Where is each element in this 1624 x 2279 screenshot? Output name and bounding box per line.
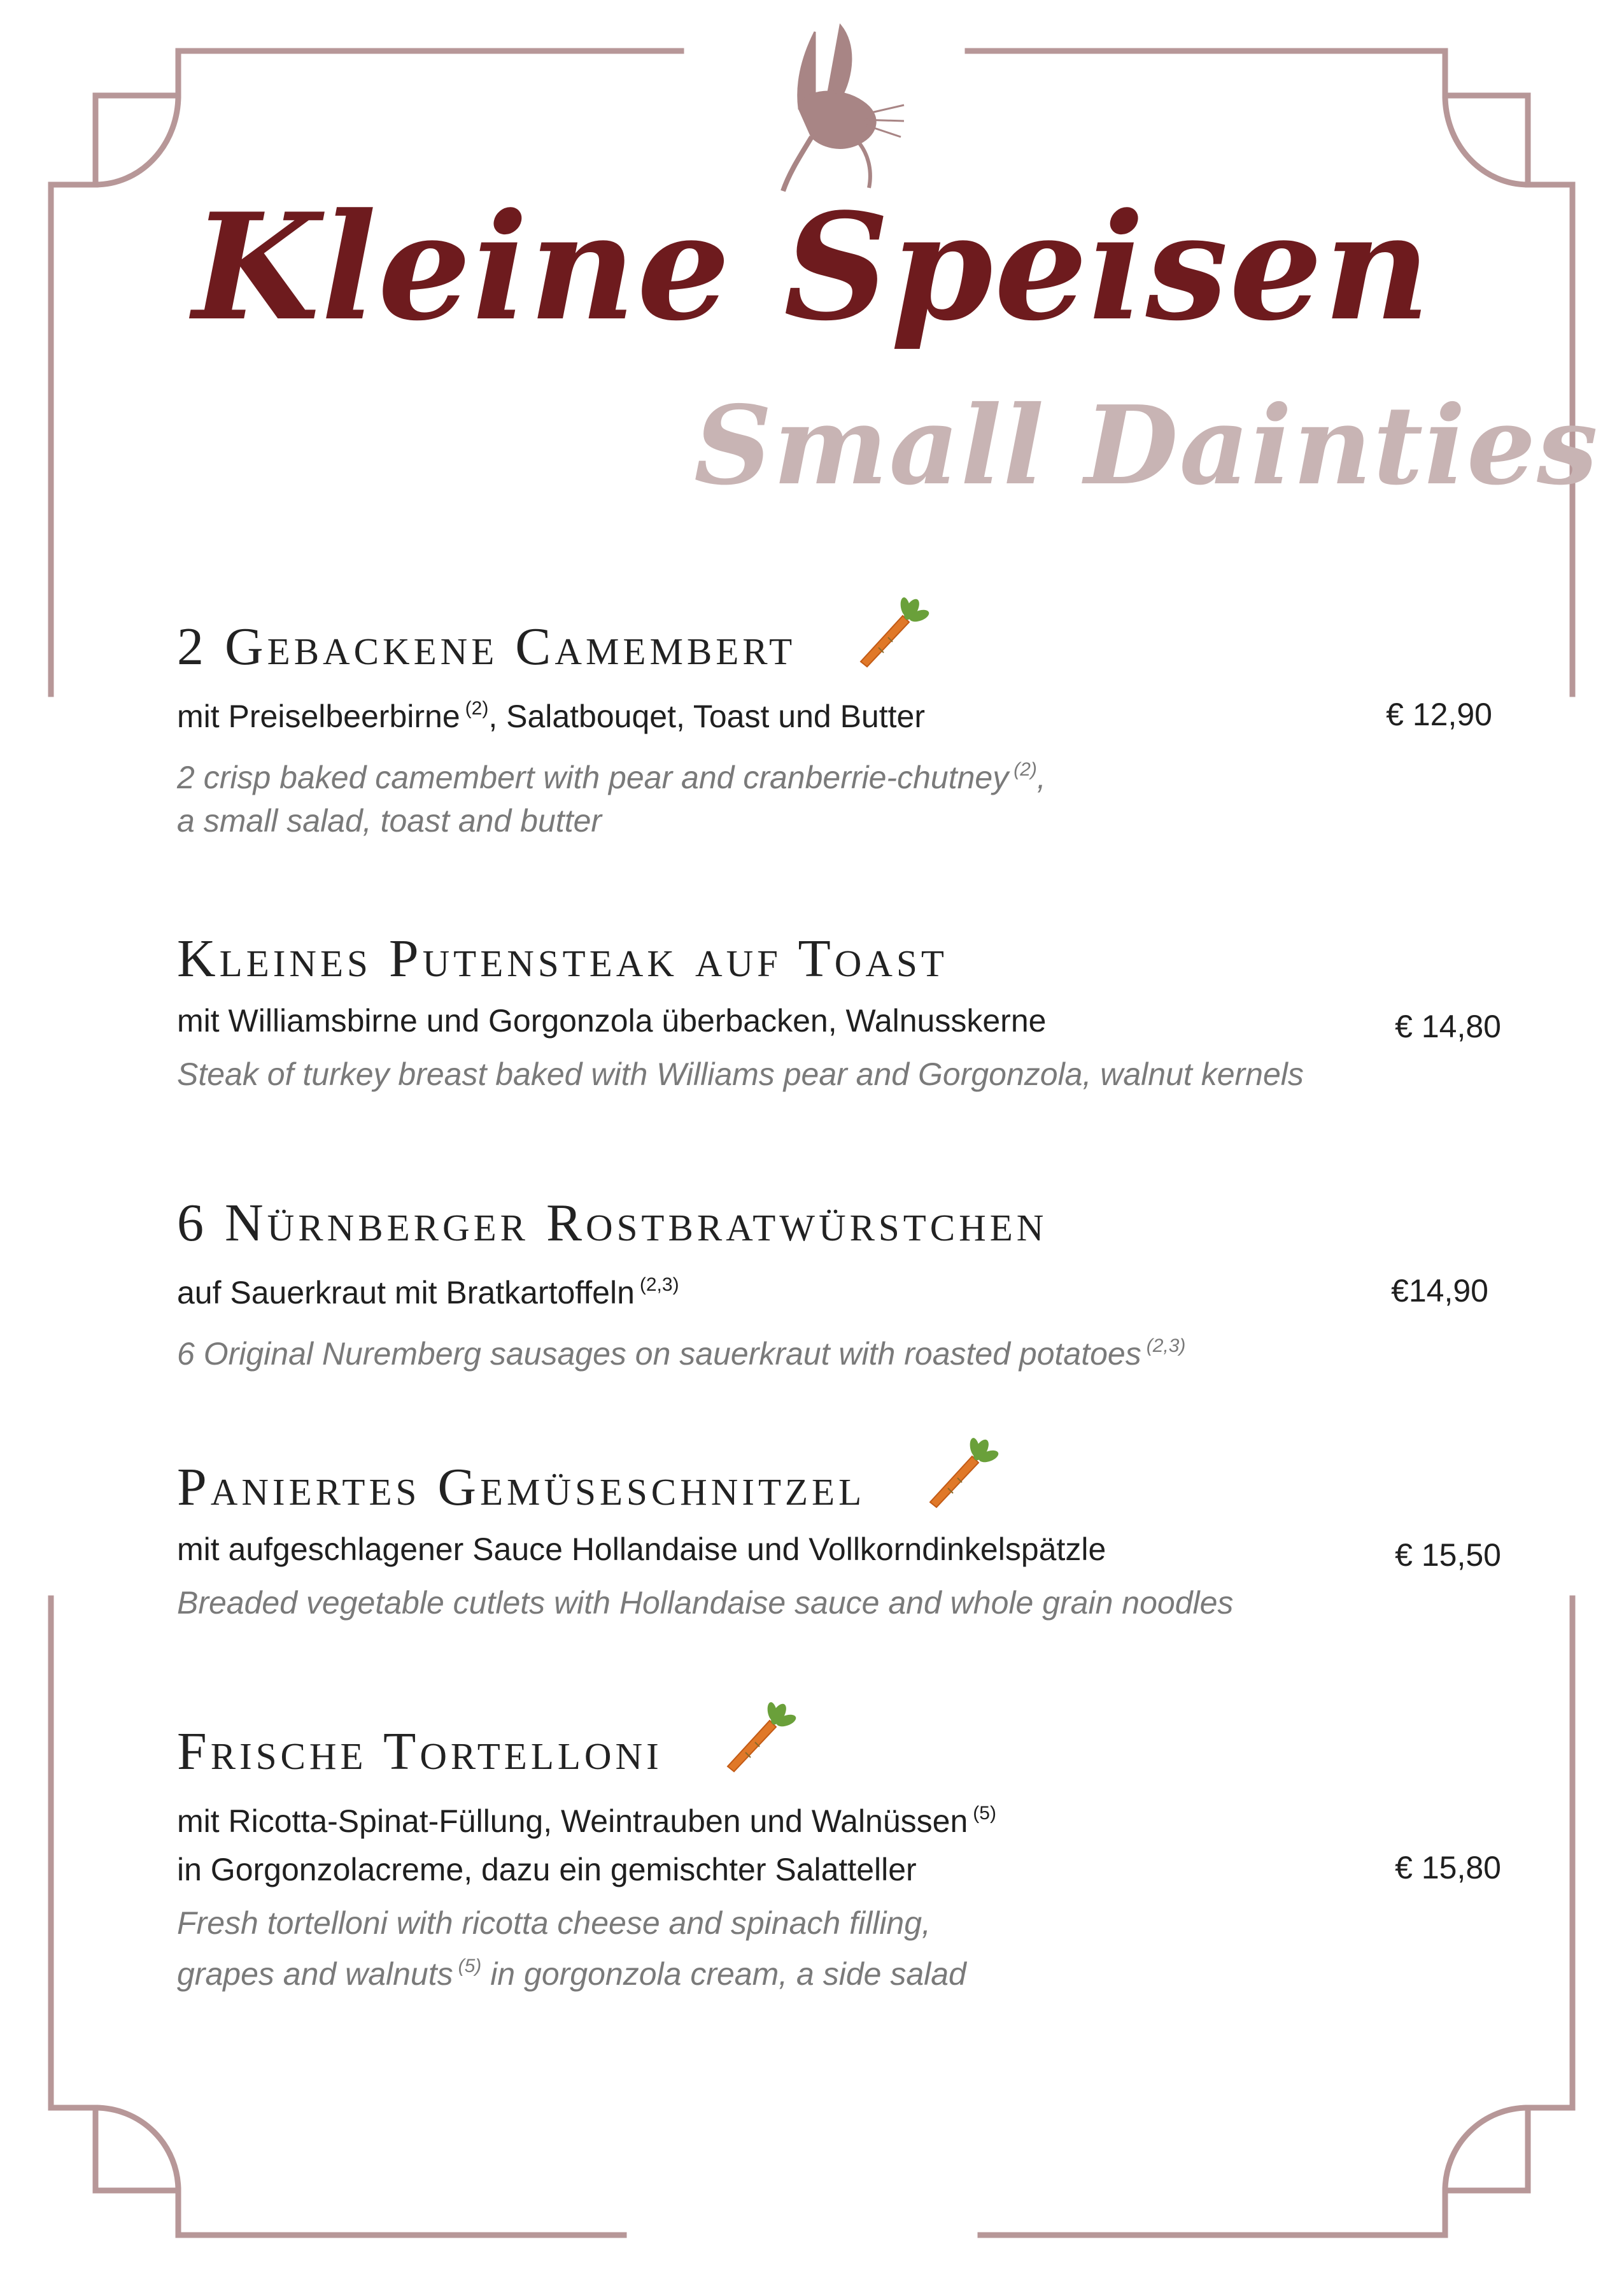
carrot-icon [922,1436,999,1512]
dish-name: Frische Tortelloni [177,1721,663,1781]
dish-price: € 14,80 [1395,1009,1501,1044]
dish-name: 6 Nürnberger Rostbratwürstchen [177,1193,1048,1253]
menu-item [177,608,1501,842]
dish-description-de: mit aufgeschlagener Sauce Hollandaise und Vollkorndinkelspätzle [177,1531,1106,1567]
menu-item [177,1713,1501,1996]
carrot-icon [720,1700,796,1777]
dish-description-de: mit Preiselbeerbirne $^{(2)}$, Salatbouqet, Toast und Butter [177,698,925,734]
rabbit-logo-icon [745,19,910,197]
dish-description-en: 2 crisp baked camembert with pear and cranberrie-chutney $^{(2)}$, [177,759,1046,795]
dish-name: Paniertes Gemüseschnitzel [177,1457,866,1517]
dish-description-en-line2: grapes and walnuts $^{(5)}$ in gorgonzola cream, a side salad [177,1956,966,1992]
dish-description-de: mit Williamsbirne und Gorgonzola überbacken, Walnusskerne [177,1003,1047,1039]
dish-name: Kleines Putensteak auf Toast [177,928,948,988]
carrot-icon [853,595,929,672]
dish-price: € 15,50 [1395,1537,1501,1573]
dish-description-de-line2: in Gorgonzolacreme, dazu ein gemischter Salatteller [177,1852,917,1887]
menu-item [177,1449,1501,1624]
dish-description-en: 6 Original Nuremberg sausages on sauerkraut with roasted potatoes $^{(2,3)}$ [177,1335,1186,1372]
dish-description-de: auf Sauerkraut mit Bratkartoffeln $^{(2,3)}$ [177,1274,679,1310]
dish-description-en: Breaded vegetable cutlets with Hollandaise sauce and whole grain noodles [177,1585,1234,1621]
dish-description-en-line2: a small salad, toast and butter [177,803,602,839]
menu-item [177,920,1501,1096]
dish-description-en: Fresh tortelloni with ricotta cheese and spinach filling, [177,1905,931,1941]
dish-description-en: Steak of turkey breast baked with Williams pear and Gorgonzola, walnut kernels [177,1056,1304,1092]
dish-name: 2 Gebackene Camembert [177,616,796,676]
dish-price: € 12,90 [1386,697,1492,732]
dish-description-de: mit Ricotta-Spinat-Füllung, Weintrauben und Walnüssen $^{(5)}$ [177,1803,996,1839]
dish-price: € 15,80 [1395,1850,1501,1885]
menu-item [177,1184,1501,1375]
page-subtitle: Small Dainties [694,382,1599,509]
dish-price: €14,90 [1391,1273,1488,1309]
page-title: Kleine Speisen [192,181,1432,353]
